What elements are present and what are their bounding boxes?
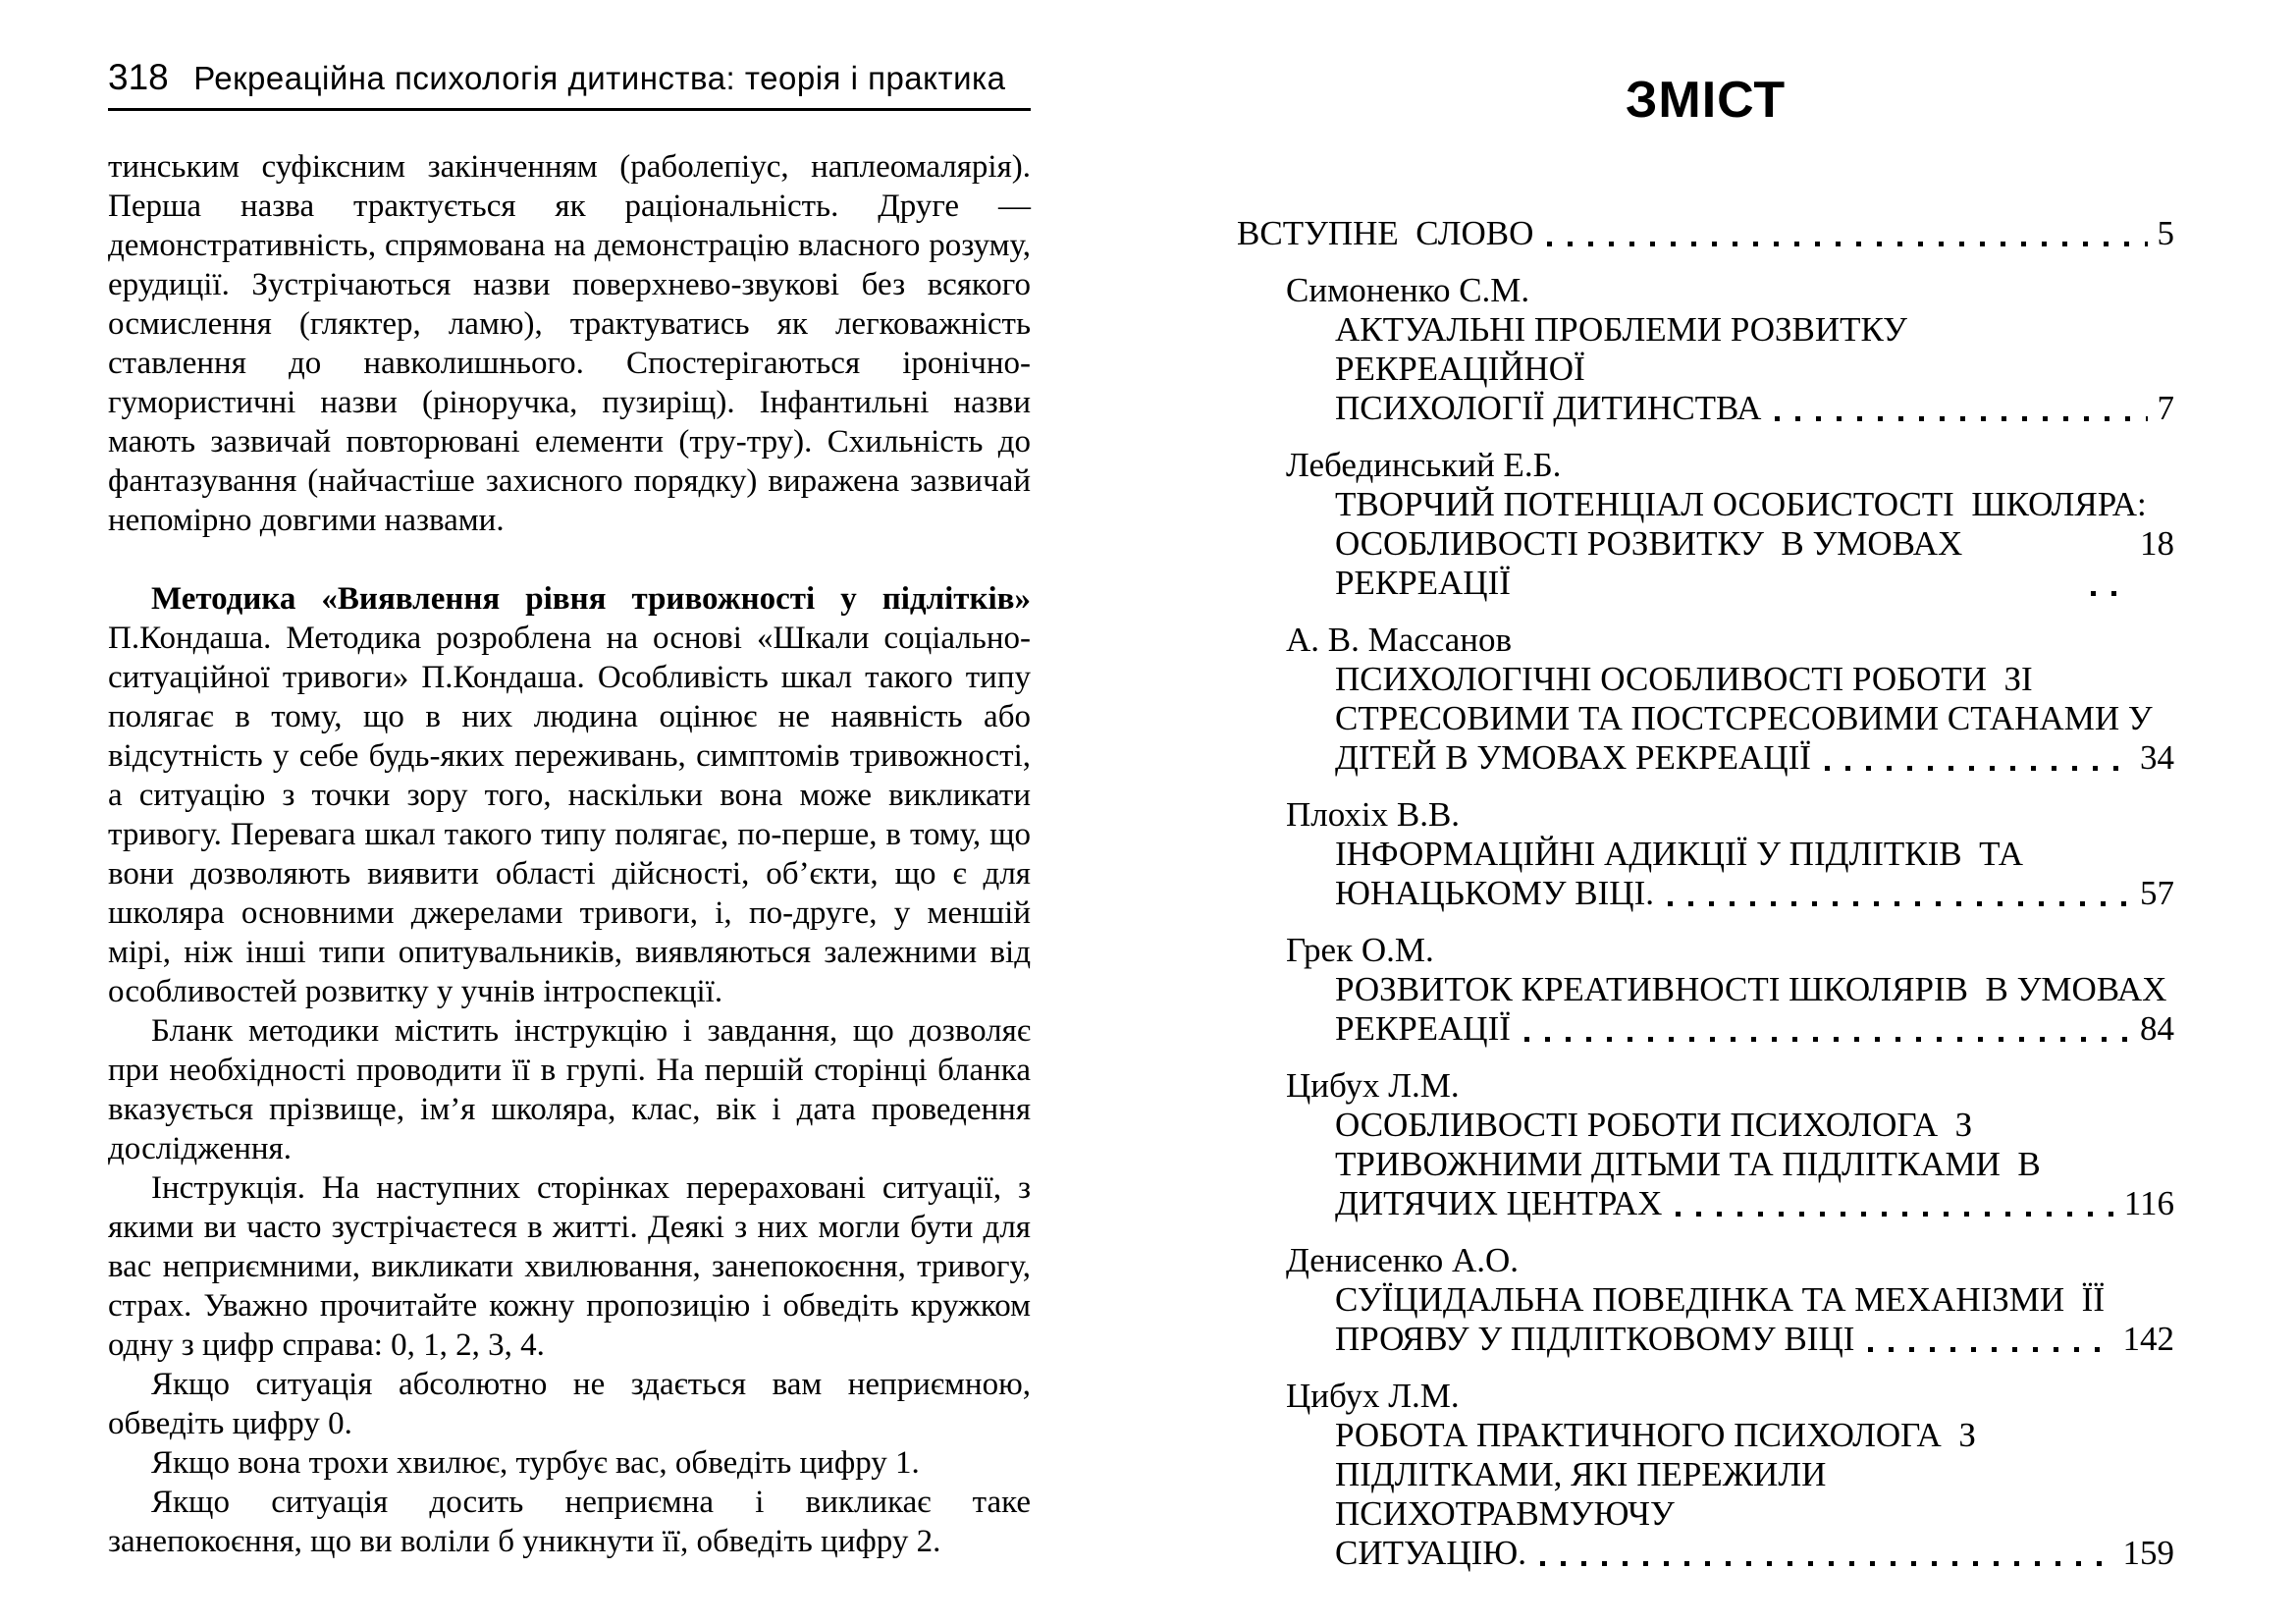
toc-author: Денисенко А.О. (1286, 1241, 1520, 1279)
toc-author: Цибух Л.М. (1286, 1066, 1460, 1105)
toc-entry-title: ТРИВОЖНИМИ ДІТЬМИ ТА ПІДЛІТКАМИ В (1335, 1145, 2041, 1183)
toc-page-number: 142 (2122, 1320, 2174, 1358)
toc-page-number: 5 (2157, 214, 2174, 252)
running-title: Рекреаційна психологія дитинства: теорія і практика (193, 60, 1006, 96)
toc-entry-title: СТРЕСОВИМИ ТА ПОСТСРЕСОВИМИ СТАНАМИ У (1335, 699, 2153, 737)
toc-author: Лебединський Е.Б. (1286, 446, 1562, 484)
paragraph: тинським суфіксним закінченням (раболепіус, наплеомалярія). Перша назва трактується як раціональність. Друге — демонстративність, спрямована на демонстрацію власного розуму, ерудиції. Зустрічаються назви поверхнево-звукові без всякого осмислення (гляктер, ламю), трактуватись як легковажність ставлення до навколишнього. Спостерігаються іронічно-гумористичні назви (ріноручка, пузиріщ). Інфантильні назви мають зазвичай повторювані елементи (тру-тру). Схильність до фантазування (найчастіше захисного порядку) виражена зазвичай непомірно довгими назвами. (108, 149, 1031, 538)
toc-entry (1237, 795, 2174, 913)
toc-author: А. В. Массанов (1286, 621, 1513, 659)
method-title-bold: Методика «Виявлення рівня тривожності у підлітків» (151, 581, 1031, 617)
toc-entry-title: ДІТЕЙ В УМОВАХ РЕКРЕАЦІЇ (1335, 738, 1811, 777)
toc-entry-title: РЕКРЕАЦІЇ (1335, 1009, 1511, 1048)
toc-author: Цибух Л.М. (1286, 1377, 1460, 1415)
toc-page-number: 7 (2157, 389, 2174, 427)
toc-entry-title: ПІДЛІТКАМИ, ЯКІ ПЕРЕЖИЛИ ПСИХОТРАВМУЮЧУ (1335, 1455, 1843, 1533)
toc-author: Симоненко С.М. (1286, 271, 1530, 309)
toc-page-number: 57 (2140, 874, 2174, 912)
toc-page-number: 159 (2122, 1534, 2174, 1572)
toc-page-number: 34 (2140, 738, 2174, 777)
toc-entry-line (1237, 524, 2174, 603)
toc-entry-line (1237, 1184, 2174, 1223)
dot-leader (2091, 591, 2130, 596)
toc-entry-title: ОСОБЛИВОСТІ РОЗВИТКУ В УМОВАХ РЕКРЕАЦІЇ (1335, 524, 1972, 602)
toc-entry-title: РОЗВИТОК КРЕАТИВНОСТІ ШКОЛЯРІВ В УМОВАХ (1335, 970, 2167, 1008)
toc-entry-line (1237, 1534, 2174, 1573)
dot-leader (1524, 1037, 2130, 1042)
toc-page-number: 116 (2123, 1184, 2174, 1222)
dot-leader (1668, 901, 2130, 906)
paragraph-method (108, 579, 1031, 1011)
toc-entry (1237, 1241, 2174, 1359)
toc-list (1237, 214, 2174, 1573)
toc-entry-title: РОБОТА ПРАКТИЧНОГО ПСИХОЛОГА З (1335, 1416, 1976, 1454)
toc-title: ЗМІСТ (1625, 72, 1787, 129)
page-number: 318 (108, 57, 169, 97)
toc-entry (1237, 271, 2174, 428)
dot-leader (1547, 242, 2147, 246)
toc-entry-title: ЮНАЦЬКОМУ ВІЦІ. (1335, 874, 1654, 912)
dot-leader (1676, 1212, 2113, 1217)
toc-entry (1237, 446, 2174, 603)
toc-entry (1237, 931, 2174, 1049)
toc-page-number: 84 (2140, 1009, 2174, 1048)
toc-entry-title: ДИТЯЧИХ ЦЕНТРАХ (1335, 1184, 1663, 1222)
toc-entry-title: СИТУАЦІЮ. (1335, 1534, 1527, 1572)
toc-entry-line (1237, 1009, 2174, 1049)
toc-entry-line (1237, 1320, 2174, 1359)
toc-page-number: 18 (2140, 524, 2174, 563)
toc-author: Грек О.М. (1286, 931, 1434, 969)
dot-leader (1775, 416, 2147, 421)
toc-entry-line (1237, 874, 2174, 913)
toc-entry-title: ОСОБЛИВОСТІ РОБОТИ ПСИХОЛОГА З (1335, 1106, 1973, 1144)
dot-leader (1825, 766, 2130, 771)
paragraph: Якщо вона трохи хвилює, турбує вас, обведіть цифру 1. (151, 1445, 920, 1481)
dot-leader (1540, 1561, 2112, 1566)
toc-entry-title: ТВОРЧИЙ ПОТЕНЦІАЛ ОСОБИСТОСТІ ШКОЛЯРА: (1335, 485, 2147, 523)
method-paragraph-text: П.Кондаша. Методика розроблена на основі «Шкали соціально-ситуаційної тривоги» П.Кондаша. Особливість шкал такого типу полягає в тому, що в них людина оцінює не наявність або відсутність у себе будь-яких переживань, симптомів тривожності, а ситуацію з точки зору того, наскільки вона може викликати тривогу. Перевага шкал такого типу полягає, по-перше, в тому, що вони дозволяють виявити області дійсності, об’єкти, що є для школяра основними джерелами тривоги, і, по-друге, у меншій мірі, ніж інші типи опитувальників, виявляються залежними від особливостей розвитку у учнів інтроспекції. (108, 621, 1031, 1009)
toc-entry-title: АКТУАЛЬНІ ПРОБЛЕМИ РОЗВИТКУ РЕКРЕАЦІЙНОЇ (1335, 310, 1925, 388)
toc-entry-title: СУЇЦИДАЛЬНА ПОВЕДІНКА ТА МЕХАНІЗМИ ЇЇ (1335, 1280, 2105, 1319)
paragraph-instruction: Інструкція. На наступних сторінках перераховані ситуації, з якими ви часто зустрічаєтеся в житті. Деякі з них могли бути для вас неприємними, викликати хвилювання, занепокоєння, тривогу, страх. Уважно прочитайте кожну пропозицію і обведіть кружком одну з цифр справа: 0, 1, 2, 3, 4. (108, 1170, 1031, 1363)
toc-entry-title: ВСТУПНЕ СЛОВО (1237, 214, 1534, 252)
toc-author: Плохіх В.В. (1286, 795, 1461, 834)
paragraph: Якщо ситуація абсолютно не здається вам неприємною, обведіть цифру 0. (108, 1367, 1031, 1441)
toc-entry-title: ПСИХОЛОГІЧНІ ОСОБЛИВОСТІ РОБОТИ ЗІ (1335, 660, 2033, 698)
page-header (108, 57, 1031, 111)
toc-entry (1237, 214, 2174, 253)
body-text (108, 147, 1031, 1561)
paragraph: Бланк методики містить інструкцію і завдання, що дозволяє при необхідності проводити її в групі. На першій сторінці бланка вказується прізвище, ім’я школяра, клас, вік і дата проведення дослідження. (108, 1013, 1031, 1166)
toc-entry (1237, 1377, 2174, 1573)
paragraph: Якщо ситуація досить неприємна і викликає таке занепокоєння, що ви воліли б уникнути її, обведіть цифру 2. (108, 1485, 1031, 1559)
toc-entry (1237, 1066, 2174, 1223)
dot-leader (1868, 1347, 2112, 1352)
toc-entry-line (1237, 738, 2174, 778)
toc-entry-title: ІНФОРМАЦІЙНІ АДИКЦІЇ У ПІДЛІТКІВ ТА (1335, 835, 2024, 873)
toc-entry (1237, 621, 2174, 778)
toc-entry-line (1237, 389, 2174, 428)
toc-entry-title: ПСИХОЛОГІЇ ДИТИНСТВА (1335, 389, 1762, 427)
left-page (108, 57, 1031, 1561)
toc-entry-title: ПРОЯВУ У ПІДЛІТКОВОМУ ВІЦІ (1335, 1320, 1855, 1358)
toc-entry-line (1237, 214, 2174, 253)
table-of-contents-page (1237, 71, 2174, 1573)
